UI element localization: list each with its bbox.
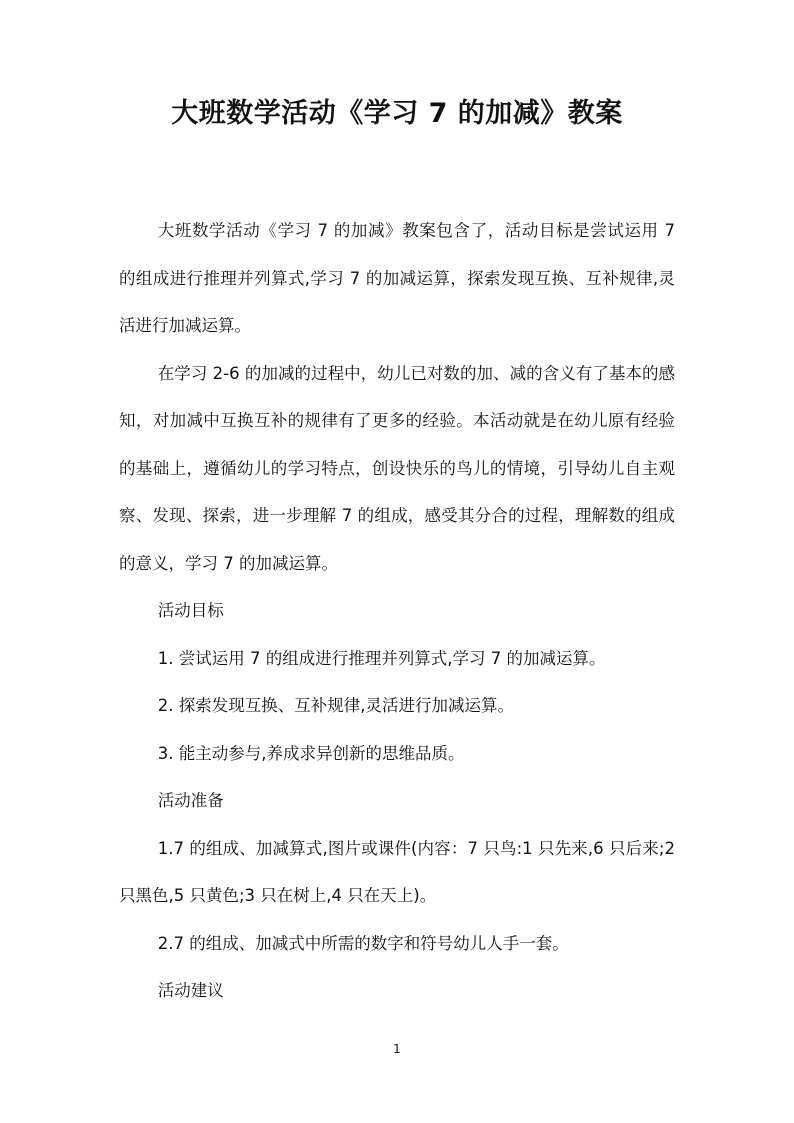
heading-activity-suggestions: 活动建议 [157, 981, 224, 1000]
document-title: 大班数学活动《学习 7 的加减》教案 [171, 98, 623, 129]
heading-activity-goals: 活动目标 [157, 601, 224, 620]
page-number: 1 [393, 1042, 401, 1056]
paragraph-intro: 大班数学活动《学习 7 的加减》教案包含了，活动目标是尝试运用 7 的组成进行推理并列算式,学习 7 的加减运算，探索发现互换、互补规律,灵活进行加减运算。 [119, 221, 675, 335]
paragraph-background: 在学习 2-6 的加减的过程中，幼儿已对数的加、减的含义有了基本的感知，对加减中互换互补的规律有了更多的经验。本活动就是在幼儿原有经验的基础上，遵循幼儿的学习特点，创设快乐的鸟儿的情境，引导幼儿自主观察、发现、探索，进一步理解 7 的组成，感受其分合的过程，理解数的组成的意义，学习 7 的加减运算。 [119, 363, 675, 573]
preparation-item-1: 1.7 的组成、加减算式,图片或课件(内容：7 只鸟:1 只先来,6 只后来;2 只黑色,5 只黄色;3 只在树上,4 只在天上)。 [119, 838, 675, 905]
goal-item-2: 2. 探索发现互换、互补规律,灵活进行加减运算。 [157, 696, 514, 715]
document-body [119, 207, 675, 1015]
heading-activity-preparation: 活动准备 [157, 791, 224, 810]
goal-item-3: 3. 能主动参与,养成求异创新的思维品质。 [157, 743, 465, 763]
preparation-item-2: 2.7 的组成、加减式中所需的数字和符号幼儿人手一套。 [157, 933, 569, 953]
goal-item-1: 1. 尝试运用 7 的组成进行推理并列算式,学习 7 的加减运算。 [157, 648, 606, 668]
